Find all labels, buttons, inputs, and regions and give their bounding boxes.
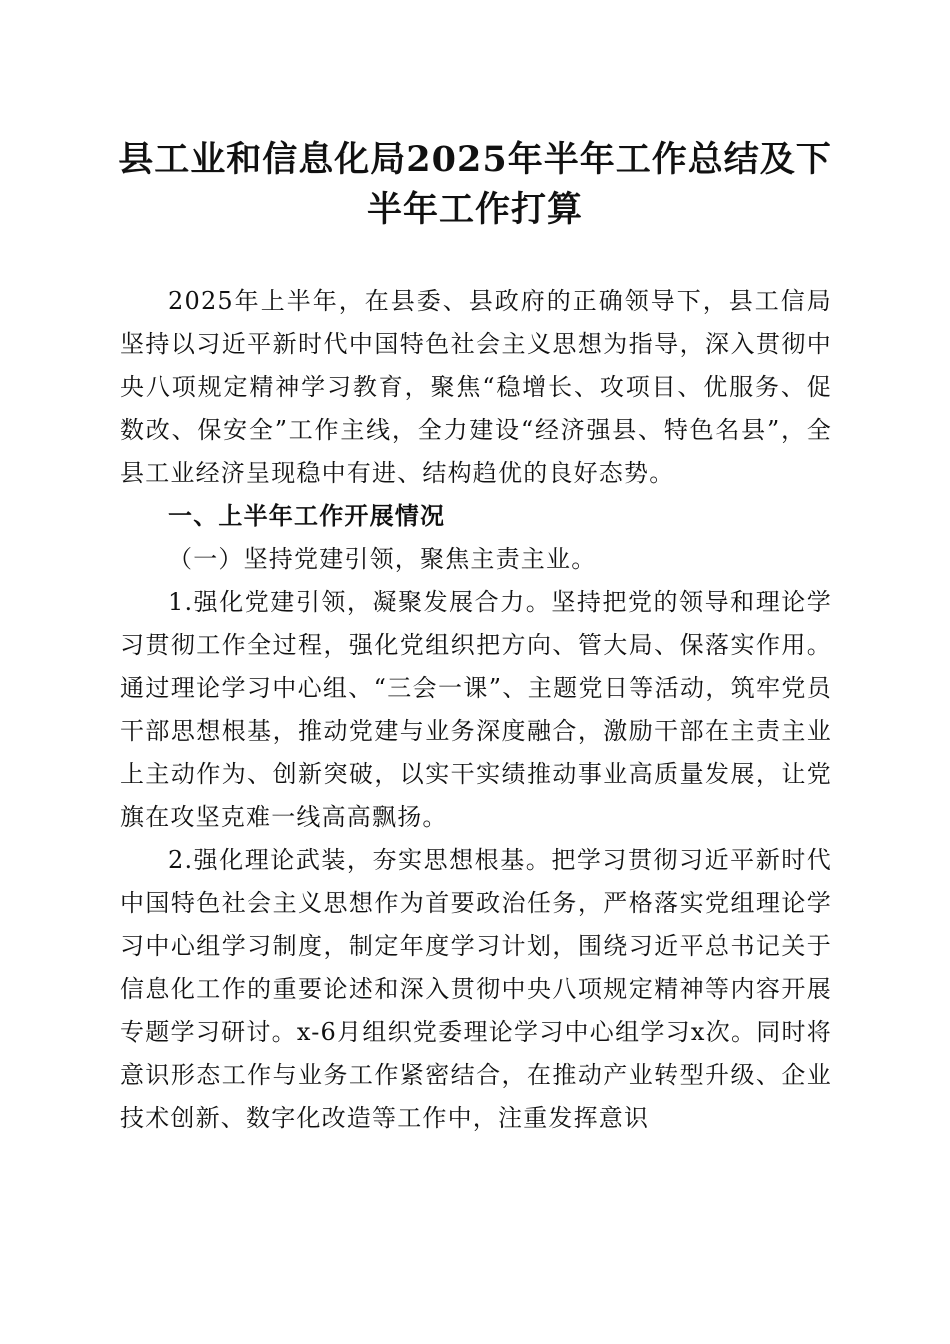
document-body (120, 280, 832, 1140)
subsection-heading-1: （一）坚持党建引领，聚焦主责主业。 (168, 545, 597, 573)
title-line-1: 县工业和信息化局2025年半年工作总结及下 (118, 139, 832, 180)
section-heading-1: 一、上半年工作开展情况 (168, 502, 446, 530)
item-paragraph-1: 1.强化党建引领，凝聚发展合力。坚持把党的领导和理论学习贯彻工作全过程，强化党组织把方向、管大局、保落实作用。通过理论学习中心组、“三会一课”、主题党日等活动，筑牢党员干部思想根基，推动党建与业务深度融合，激励干部在主责主业上主动作为、创新突破，以实干实绩推动事业高质量发展，让党旗在攻坚克难一线高高飘扬。 (120, 588, 832, 831)
title-line-2: 半年工作打算 (366, 189, 583, 230)
intro-paragraph: 2025年上半年，在县委、县政府的正确领导下，县工信局坚持以习近平新时代中国特色社会主义思想为指导，深入贯彻中央八项规定精神学习教育，聚焦“稳增长、攻项目、优服务、促数改、保安全”工作主线，全力建设“经济强县、特色名县”，全县工业经济呈现稳中有进、结构趋优的良好态势。 (120, 287, 832, 487)
document-title (110, 135, 840, 235)
item-paragraph-2: 2.强化理论武装，夯实思想根基。把学习贯彻习近平新时代中国特色社会主义思想作为首要政治任务，严格落实党组理论学习中心组学习制度，制定年度学习计划，围绕习近平总书记关于信息化工作的重要论述和深入贯彻中央八项规定精神等内容开展专题学习研讨。x-6月组织党委理论学习中心组学习x次。同时将意识形态工作与业务工作紧密结合，在推动产业转型升级、企业技术创新、数字化改造等工作中，注重发挥意识 (120, 846, 832, 1132)
